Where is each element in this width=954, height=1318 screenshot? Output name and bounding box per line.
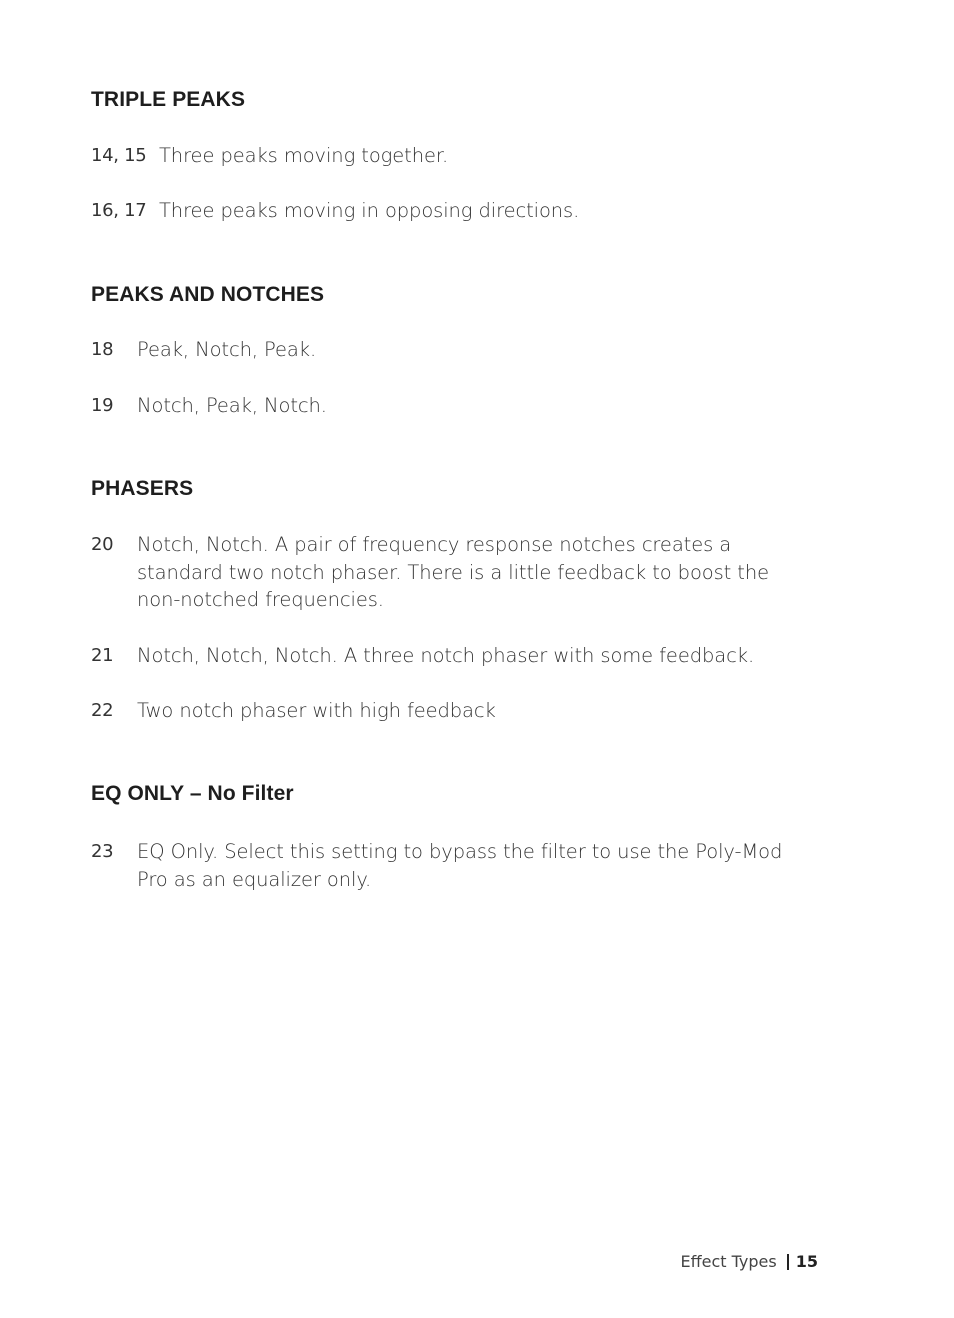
item-number: 21 [91,645,114,666]
item-description: Peak, Notch, Peak. [137,338,317,361]
section-heading-triple-peaks: TRIPLE PEAKS [91,88,246,111]
footer-divider [787,1254,789,1270]
item-description: Three peaks moving in opposing directions. [159,199,580,222]
item-description: EQ Only. Select this setting to bypass the filter to use the Poly-Mod Pro as an equalizer only. [137,840,783,891]
item-number: 19 [91,395,114,416]
list-item [91,838,811,893]
item-number: 23 [91,841,114,862]
item-number: 16, 17 [91,200,147,221]
item-description: Notch, Peak, Notch. [137,394,327,417]
section-heading-eq-only: EQ ONLY – No Filter [91,782,294,805]
list-item [91,142,811,170]
item-number: 20 [91,534,114,555]
item-number: 14, 15 [91,145,147,166]
item-description: Three peaks moving together. [159,144,449,167]
page-number: 15 [795,1252,818,1271]
footer-section-name: Effect Types [680,1252,777,1271]
page-footer [681,1252,818,1271]
list-item [91,697,811,725]
list-item [91,531,811,614]
list-item [91,197,811,225]
section-heading-peaks-and-notches: PEAKS AND NOTCHES [91,283,325,306]
list-item [91,392,811,420]
item-number: 18 [91,339,114,360]
list-item [91,336,811,364]
item-number: 22 [91,700,114,721]
item-description: Notch, Notch. A pair of frequency response notches creates a standard two notch phaser. There is a little feedback to boost the non-notched frequencies. [137,533,770,611]
list-item [91,642,811,670]
item-description: Two notch phaser with high feedback [137,699,496,722]
section-heading-phasers: PHASERS [91,477,194,500]
item-description: Notch, Notch, Notch. A three notch phaser with some feedback. [137,644,755,667]
